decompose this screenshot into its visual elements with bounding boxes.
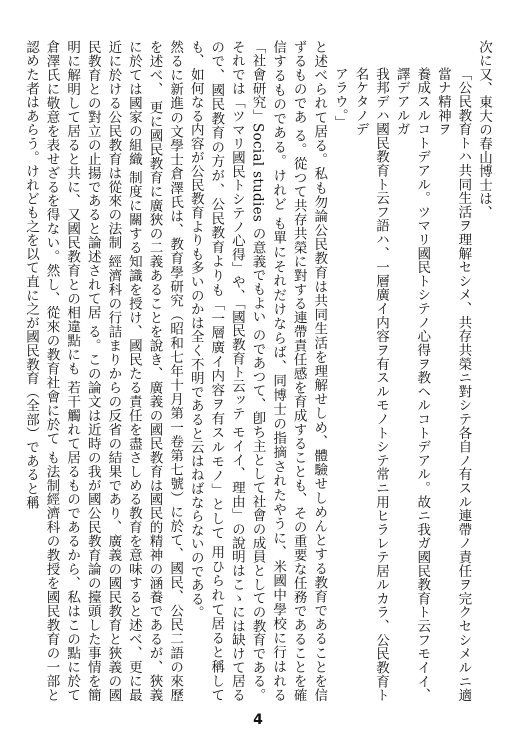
quote-line: 養成スルコトデアル。ツマリ國民トシテノ心得ヲ教ヘルコトデアル。故ニ我ガ國民教育ト云フモイイ、譯デアルガ bbox=[393, 67, 431, 702]
body-text bbox=[22, 40, 494, 702]
intro-line: 次に又、東大の春山博士は、 bbox=[476, 40, 492, 220]
quote-line: アラウ。」 bbox=[331, 67, 348, 130]
paragraph: と述べられて居る。私も勿論公民教育は共同生活を理解せしめ、體驗せしめんとする教育であることを信ずるものであ る。從つて共存共榮に對する連帶責任感を育成することも、その重要な任務であることを確信するものである。けれど も單にそれだけならば、同博士の指摘されたやうに、米國中學校に行はれる「社會研究」Social studies の意義でもよい のであつて、卽ち主として社會の成員としての教育である。それでは「ツマリ國民トシテノ心得」や、「國民教育ト云ッテ モイイ、理由」の說明はこゝには缺けて居るので、國民教育の方が、公民教育よりも「一層廣イ内容ヲ有スルモノ」として 用ひられて居ると稱しても、如何なる内容が公民教育よりも多いのかは全く不明であると云はねばならないのである。 bbox=[187, 40, 328, 702]
paragraph: 然るに新進の文學士倉澤氏は、教育學研究（昭和七年十月第一卷第七號）に於て、國民、公民二語の來歷を述べ、 更に國民教育に廣狹の二義あることを說き、廣義の國民教育は國民的精神の涵養であるが、狹義に於ては國家の組織 制度に關する知識を授け、國民たる責任を盡さしめる教育を意味すると述べ、更に最近に於ける公民教育は從來の法制 經濟科の行詰まりからの反省の結果であり、廣義の國民教育と狹義の國民教育との對立の止揚であると論述されて居 る。この論文は近時の我が國公民教育論の擡頭した事情を簡明に解明して居ると共に、又國民教育との相違點にも 若干觸れて居るものであるから、私はこの點に於て倉澤氏に敬意を表せざるを得ない。然し、從來の教育社會に於て も法制經濟科の教授を國民教育の一部と認めた者はあらう。けれども之を以て直に之が國民教育（全部）であると稱 bbox=[22, 40, 184, 702]
quote-line: 我邦デハ國民教育ト云フ語ハ、一層廣イ内容ヲ有スルモノトシテ常ニ用ヒラレテ居ルカラ、公民教育ト名ケタノデ bbox=[352, 67, 390, 702]
page-number: 4 bbox=[253, 712, 263, 728]
quote-line: 「公民教育トハ共同生活ヲ理解セシメ、共存共榮ニ對シテ各自ノ有スル連帶ノ責任ヲ完クセシメルニ適當ナ精神ヲ bbox=[434, 67, 472, 702]
quote-block bbox=[329, 40, 473, 702]
